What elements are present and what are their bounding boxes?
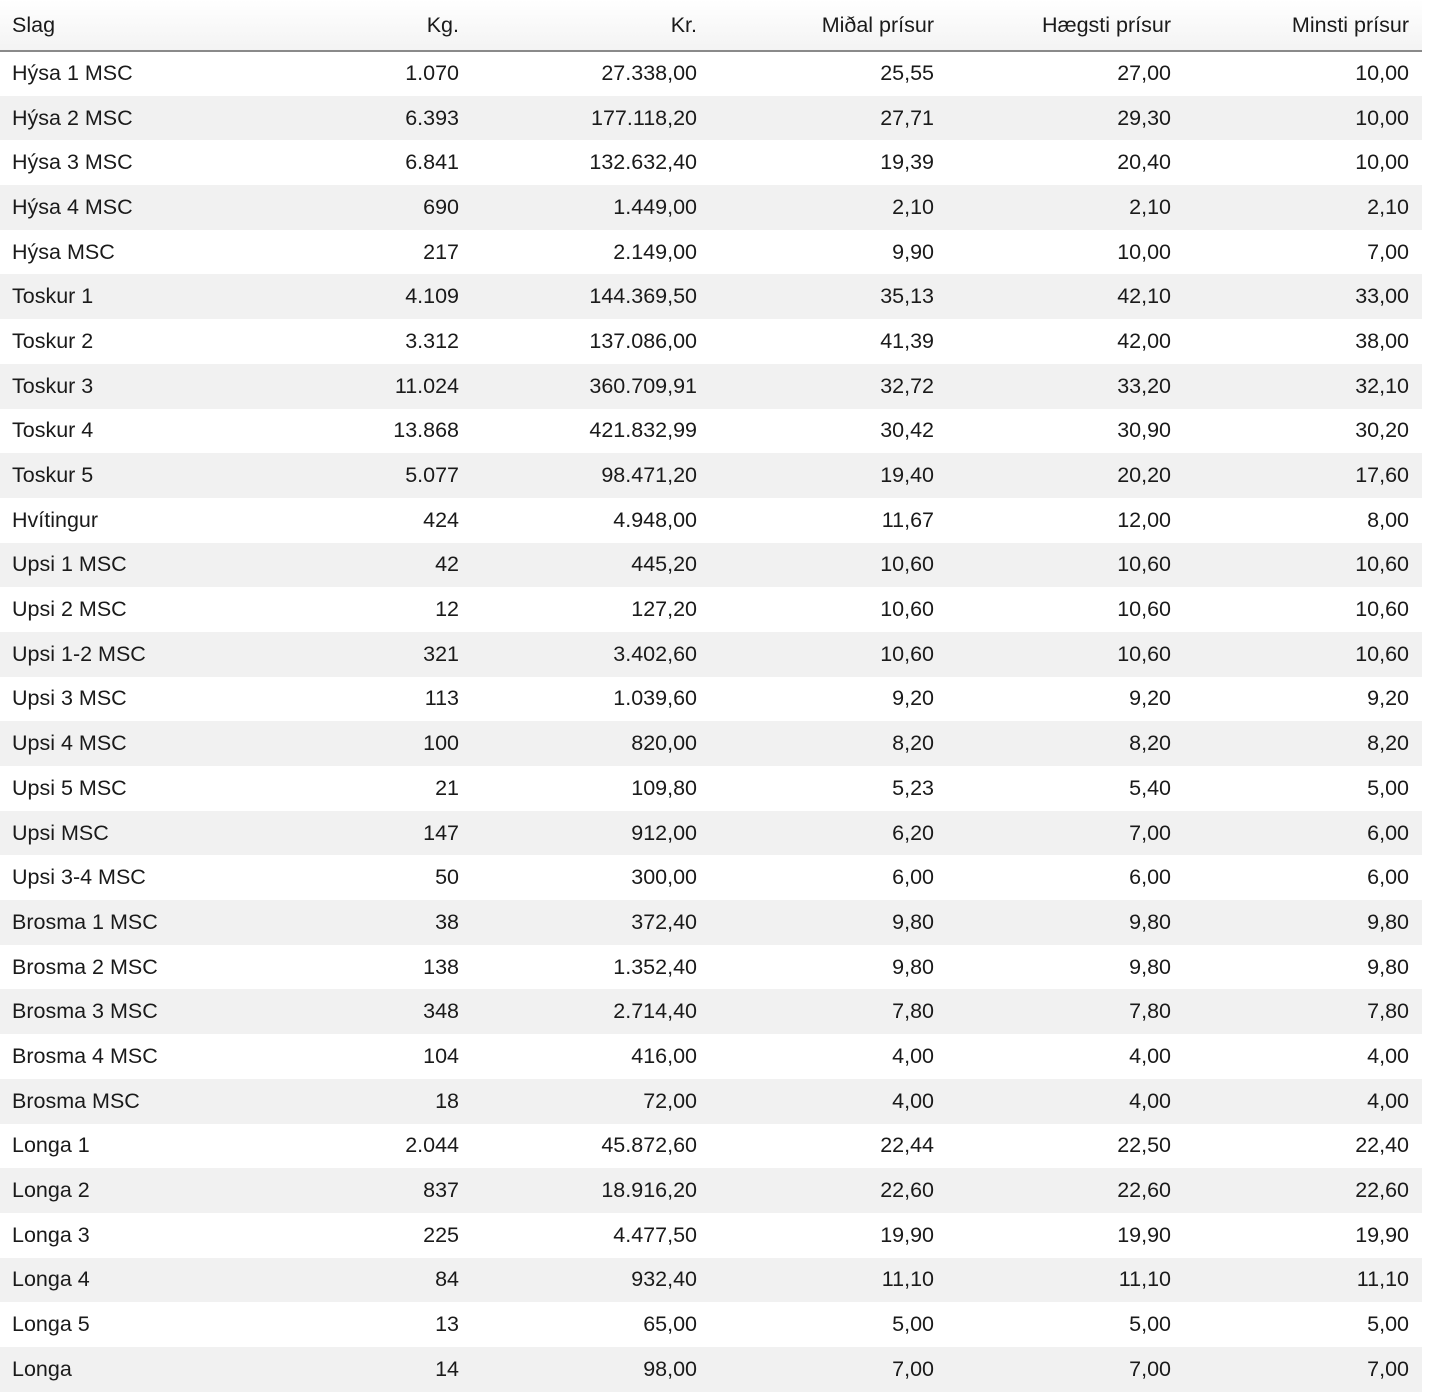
- kr-cell: 18.916,20: [601, 1178, 697, 1203]
- average-price-cell: 19,90: [880, 1222, 934, 1247]
- table-row: [0, 1124, 1422, 1169]
- highest-price-cell: 42,10: [1117, 284, 1171, 309]
- lowest-price-cell: 10,00: [1355, 61, 1409, 86]
- kg-cell: 6.841: [405, 150, 459, 175]
- kr-cell: 98.471,20: [601, 463, 697, 488]
- highest-price-cell: 10,60: [1117, 597, 1171, 622]
- lowest-price-cell: 2,10: [1367, 194, 1409, 219]
- lowest-price-cell: 30,20: [1355, 418, 1409, 443]
- kg-cell: 38: [435, 909, 459, 934]
- species-cell: Upsi 1-2 MSC: [12, 641, 146, 666]
- average-price-cell: 9,80: [892, 954, 934, 979]
- highest-price-cell: 9,20: [1129, 686, 1171, 711]
- highest-price-cell: 6,00: [1129, 865, 1171, 890]
- species-cell: Hýsa 4 MSC: [12, 194, 133, 219]
- species-cell: Hýsa 2 MSC: [12, 105, 133, 130]
- table-row: [0, 766, 1422, 811]
- kr-cell: 27.338,00: [601, 61, 697, 86]
- kr-cell: 360.709,91: [589, 373, 697, 398]
- kr-cell: 300,00: [631, 865, 697, 890]
- lowest-price-cell: 10,60: [1355, 597, 1409, 622]
- kg-cell: 4.109: [405, 284, 459, 309]
- species-cell: Hýsa 1 MSC: [12, 61, 133, 86]
- table-row: [0, 185, 1422, 230]
- average-price-cell: 5,23: [892, 775, 934, 800]
- table-row: [0, 364, 1422, 409]
- kg-cell: 21: [435, 775, 459, 800]
- lowest-price-cell: 6,00: [1367, 865, 1409, 890]
- average-price-cell: 7,00: [892, 1356, 934, 1381]
- highest-price-cell: 7,80: [1129, 999, 1171, 1024]
- table-row: [0, 453, 1422, 498]
- lowest-price-cell: 7,00: [1367, 1356, 1409, 1381]
- species-cell: Brosma 3 MSC: [12, 999, 158, 1024]
- lowest-price-cell: 11,10: [1356, 1267, 1409, 1292]
- kr-cell: 144.369,50: [589, 284, 697, 309]
- kg-cell: 113: [424, 686, 459, 711]
- kr-cell: 2.714,40: [613, 999, 697, 1024]
- kr-cell: 932,40: [631, 1267, 697, 1292]
- kr-cell: 4.477,50: [613, 1222, 697, 1247]
- kg-cell: 100: [423, 731, 459, 756]
- table-row: [0, 140, 1422, 185]
- column-header-average-price[interactable]: Miðal prísur: [710, 0, 947, 51]
- lowest-price-cell: 9,80: [1367, 954, 1409, 979]
- kg-cell: 424: [423, 507, 459, 532]
- highest-price-cell: 27,00: [1117, 61, 1171, 86]
- table-row: [0, 1168, 1422, 1213]
- highest-price-cell: 5,00: [1129, 1312, 1171, 1337]
- average-price-cell: 9,20: [892, 686, 934, 711]
- kg-cell: 13: [435, 1312, 459, 1337]
- table-body: [0, 51, 1422, 1392]
- kr-cell: 109,80: [631, 775, 697, 800]
- header-row: [0, 0, 1422, 51]
- lowest-price-cell: 6,00: [1367, 820, 1409, 845]
- kg-cell: 217: [423, 239, 459, 264]
- lowest-price-cell: 9,20: [1367, 686, 1409, 711]
- average-price-cell: 10,60: [880, 641, 934, 666]
- average-price-cell: 9,90: [892, 239, 934, 264]
- highest-price-cell: 9,80: [1129, 954, 1171, 979]
- species-cell: Upsi 3 MSC: [12, 686, 127, 711]
- table-row: [0, 945, 1422, 990]
- table-row: [0, 632, 1422, 677]
- highest-price-cell: 4,00: [1129, 1088, 1171, 1113]
- kr-cell: 65,00: [643, 1312, 697, 1337]
- species-cell: Brosma 1 MSC: [12, 909, 158, 934]
- lowest-price-cell: 5,00: [1367, 775, 1409, 800]
- table-row: [0, 587, 1422, 632]
- kr-cell: 4.948,00: [613, 507, 697, 532]
- average-price-cell: 41,39: [880, 328, 934, 353]
- kr-cell: 416,00: [631, 1043, 697, 1068]
- lowest-price-cell: 8,00: [1367, 507, 1409, 532]
- lowest-price-cell: 19,90: [1355, 1222, 1409, 1247]
- lowest-price-cell: 32,10: [1355, 373, 1409, 398]
- kr-cell: 127,20: [631, 597, 697, 622]
- kg-cell: 837: [423, 1178, 459, 1203]
- highest-price-cell: 22,50: [1117, 1133, 1171, 1158]
- kg-cell: 12: [435, 597, 459, 622]
- column-header-kr[interactable]: Kr.: [472, 0, 710, 51]
- species-cell: Hýsa 3 MSC: [12, 150, 133, 175]
- kr-cell: 177.118,20: [590, 105, 697, 130]
- highest-price-cell: 8,20: [1129, 731, 1171, 756]
- kg-cell: 104: [423, 1043, 459, 1068]
- average-price-cell: 30,42: [880, 418, 934, 443]
- lowest-price-cell: 7,80: [1367, 999, 1409, 1024]
- table-row: [0, 1347, 1422, 1392]
- species-cell: Upsi MSC: [12, 820, 109, 845]
- highest-price-cell: 4,00: [1129, 1043, 1171, 1068]
- kr-cell: 72,00: [643, 1088, 697, 1113]
- highest-price-cell: 20,20: [1117, 463, 1171, 488]
- kr-cell: 2.149,00: [613, 239, 697, 264]
- lowest-price-cell: 22,60: [1355, 1178, 1409, 1203]
- average-price-cell: 10,60: [880, 552, 934, 577]
- table-row: [0, 230, 1422, 275]
- species-cell: Upsi 2 MSC: [12, 597, 127, 622]
- highest-price-cell: 2,10: [1129, 194, 1171, 219]
- kg-cell: 14: [435, 1356, 459, 1381]
- table-header: [0, 0, 1422, 51]
- table-row: [0, 96, 1422, 141]
- kr-cell: 137.086,00: [589, 328, 697, 353]
- kr-cell: 1.352,40: [613, 954, 697, 979]
- column-header-kg[interactable]: Kg.: [240, 0, 472, 51]
- average-price-cell: 6,20: [892, 820, 934, 845]
- kr-cell: 1.039,60: [613, 686, 697, 711]
- species-cell: Longa 3: [12, 1222, 90, 1247]
- species-cell: Upsi 5 MSC: [12, 775, 127, 800]
- species-cell: Longa 5: [12, 1312, 90, 1337]
- average-price-cell: 22,44: [880, 1133, 934, 1158]
- lowest-price-cell: 9,80: [1367, 909, 1409, 934]
- kg-cell: 50: [435, 865, 459, 890]
- kr-cell: 132.632,40: [589, 150, 697, 175]
- species-cell: Upsi 3-4 MSC: [12, 865, 146, 890]
- lowest-price-cell: 10,60: [1355, 552, 1409, 577]
- kg-cell: 690: [423, 194, 459, 219]
- highest-price-cell: 9,80: [1129, 909, 1171, 934]
- highest-price-cell: 22,60: [1117, 1178, 1171, 1203]
- highest-price-cell: 29,30: [1117, 105, 1171, 130]
- species-cell: Upsi 1 MSC: [12, 552, 127, 577]
- highest-price-cell: 20,40: [1117, 150, 1171, 175]
- species-cell: Hvítingur: [12, 507, 99, 532]
- column-header-highest-price[interactable]: Hægsti prísur: [947, 0, 1184, 51]
- species-cell: Toskur 1: [12, 284, 94, 309]
- kr-cell: 421.832,99: [589, 418, 697, 443]
- table-row: [0, 498, 1422, 543]
- highest-price-cell: 33,20: [1117, 373, 1171, 398]
- species-cell: Toskur 2: [12, 328, 94, 353]
- species-cell: Toskur 4: [12, 418, 94, 443]
- kg-cell: 1.070: [405, 61, 459, 86]
- highest-price-cell: 30,90: [1117, 418, 1171, 443]
- species-cell: Longa 1: [12, 1133, 90, 1158]
- average-price-cell: 2,10: [892, 194, 934, 219]
- average-price-cell: 11,10: [881, 1267, 934, 1292]
- highest-price-cell: 42,00: [1117, 328, 1171, 353]
- lowest-price-cell: 4,00: [1367, 1088, 1409, 1113]
- highest-price-cell: 10,60: [1117, 552, 1171, 577]
- table-row: [0, 409, 1422, 454]
- kg-cell: 13.868: [393, 418, 459, 443]
- kr-cell: 1.449,00: [613, 194, 697, 219]
- kr-cell: 820,00: [631, 731, 697, 756]
- kg-cell: 147: [423, 820, 459, 845]
- kr-cell: 3.402,60: [613, 641, 697, 666]
- highest-price-cell: 10,60: [1117, 641, 1171, 666]
- average-price-cell: 35,13: [880, 284, 934, 309]
- table-row: [0, 721, 1422, 766]
- kg-cell: 3.312: [405, 328, 459, 353]
- average-price-cell: 9,80: [892, 909, 934, 934]
- average-price-cell: 4,00: [892, 1088, 934, 1113]
- kr-cell: 445,20: [631, 552, 697, 577]
- species-cell: Brosma 4 MSC: [12, 1043, 158, 1068]
- table-row: [0, 274, 1422, 319]
- table-row: [0, 989, 1422, 1034]
- highest-price-cell: 7,00: [1129, 820, 1171, 845]
- kr-cell: 45.872,60: [601, 1133, 697, 1158]
- species-cell: Longa: [12, 1356, 72, 1381]
- average-price-cell: 22,60: [880, 1178, 934, 1203]
- table-row: [0, 811, 1422, 856]
- kg-cell: 42: [435, 552, 459, 577]
- kg-cell: 348: [423, 999, 459, 1024]
- highest-price-cell: 5,40: [1129, 775, 1171, 800]
- table-row: [0, 1034, 1422, 1079]
- average-price-cell: 10,60: [880, 597, 934, 622]
- lowest-price-cell: 10,00: [1355, 150, 1409, 175]
- lowest-price-cell: 7,00: [1367, 239, 1409, 264]
- kg-cell: 225: [423, 1222, 459, 1247]
- average-price-cell: 25,55: [880, 61, 934, 86]
- lowest-price-cell: 4,00: [1367, 1043, 1409, 1068]
- species-cell: Longa 4: [12, 1267, 90, 1292]
- average-price-cell: 32,72: [880, 373, 934, 398]
- average-price-cell: 6,00: [892, 865, 934, 890]
- lowest-price-cell: 5,00: [1367, 1312, 1409, 1337]
- average-price-cell: 5,00: [892, 1312, 934, 1337]
- table-row: [0, 1213, 1422, 1258]
- highest-price-cell: 11,10: [1118, 1267, 1171, 1292]
- average-price-cell: 4,00: [892, 1043, 934, 1068]
- kg-cell: 84: [435, 1267, 459, 1292]
- lowest-price-cell: 33,00: [1355, 284, 1409, 309]
- kg-cell: 2.044: [405, 1133, 459, 1158]
- table-row: [0, 543, 1422, 588]
- species-cell: Upsi 4 MSC: [12, 731, 127, 756]
- kg-cell: 138: [423, 954, 459, 979]
- species-cell: Brosma 2 MSC: [12, 954, 158, 979]
- species-cell: Toskur 3: [12, 373, 94, 398]
- kg-cell: 18: [435, 1088, 459, 1113]
- table-row: [0, 855, 1422, 900]
- lowest-price-cell: 38,00: [1355, 328, 1409, 353]
- species-cell: Toskur 5: [12, 463, 94, 488]
- kg-cell: 5.077: [405, 463, 459, 488]
- table-row: [0, 1302, 1422, 1347]
- lowest-price-cell: 8,20: [1367, 731, 1409, 756]
- lowest-price-cell: 22,40: [1355, 1133, 1409, 1158]
- species-cell: Hýsa MSC: [12, 239, 115, 264]
- column-header-lowest-price[interactable]: Minsti prísur: [1184, 0, 1422, 51]
- kg-cell: 6.393: [405, 105, 459, 130]
- kr-cell: 372,40: [631, 909, 697, 934]
- average-price-cell: 19,39: [880, 150, 934, 175]
- species-cell: Brosma MSC: [12, 1088, 140, 1113]
- lowest-price-cell: 10,60: [1355, 641, 1409, 666]
- kr-cell: 912,00: [631, 820, 697, 845]
- average-price-cell: 11,67: [881, 507, 934, 532]
- average-price-cell: 8,20: [892, 731, 934, 756]
- table-row: [0, 900, 1422, 945]
- kg-cell: 11.024: [394, 373, 459, 398]
- average-price-cell: 7,80: [892, 999, 934, 1024]
- table-row: [0, 1258, 1422, 1303]
- highest-price-cell: 19,90: [1117, 1222, 1171, 1247]
- lowest-price-cell: 10,00: [1355, 105, 1409, 130]
- table-row: [0, 319, 1422, 364]
- kg-cell: 321: [423, 641, 459, 666]
- highest-price-cell: 12,00: [1117, 507, 1171, 532]
- highest-price-cell: 7,00: [1129, 1356, 1171, 1381]
- average-price-cell: 19,40: [880, 463, 934, 488]
- lowest-price-cell: 17,60: [1355, 463, 1409, 488]
- column-header-species[interactable]: Slag: [0, 0, 240, 51]
- table-row: [0, 677, 1422, 722]
- kr-cell: 98,00: [643, 1356, 697, 1381]
- table-row: [0, 51, 1422, 96]
- highest-price-cell: 10,00: [1117, 239, 1171, 264]
- table-row: [0, 1079, 1422, 1124]
- average-price-cell: 27,71: [880, 105, 934, 130]
- species-cell: Longa 2: [12, 1178, 90, 1203]
